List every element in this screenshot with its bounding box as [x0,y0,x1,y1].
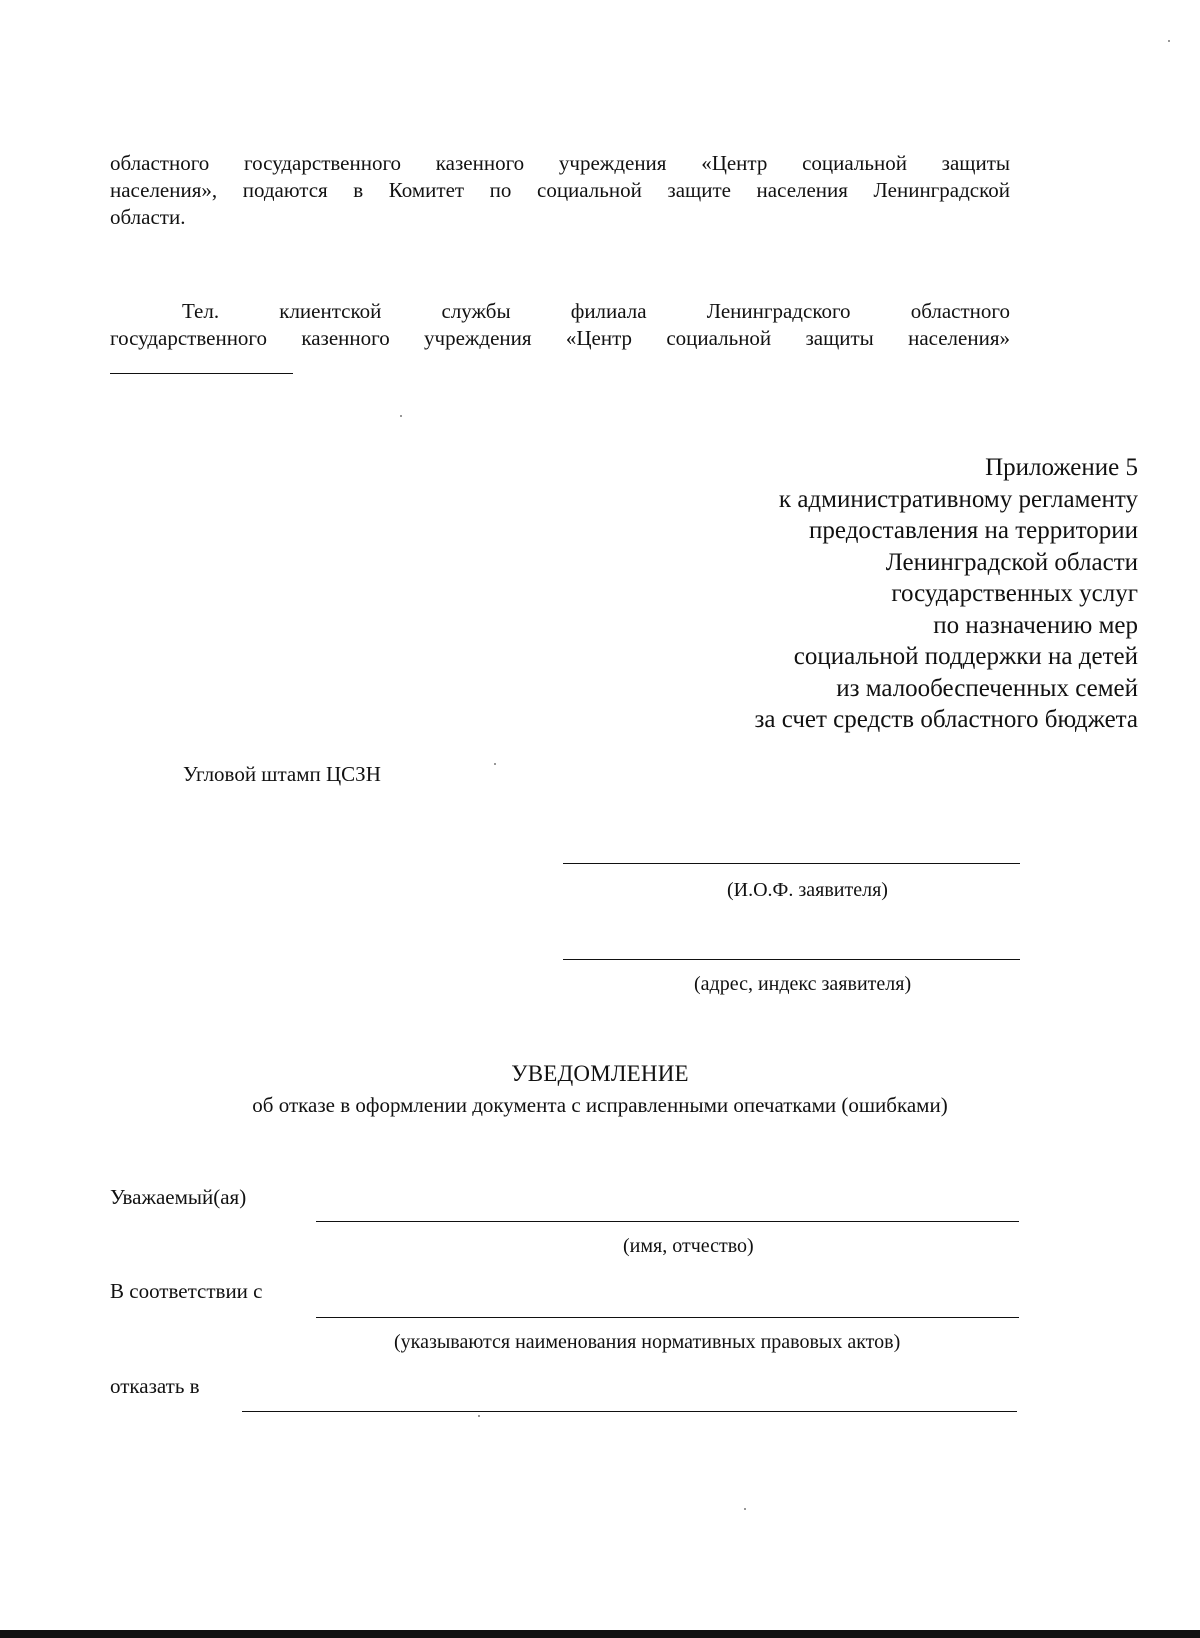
applicant-name-line [563,863,1020,864]
corner-stamp-label: Угловой штамп ЦСЗН [183,762,381,786]
appendix-line-6: по назначению мер [933,611,1138,639]
phone-blank-line [110,373,293,374]
appendix-line-8: из малообеспеченных семей [836,674,1138,702]
appendix-line-7: социальной поддержки на детей [793,643,1138,670]
scan-speck [400,415,402,417]
intro-line-2: населения», подаются в Комитет по социальной защите населения Ленинградской [110,178,1010,202]
phone-paragraph [110,298,1010,352]
scan-bottom-edge [0,1630,1200,1638]
appendix-line-9: за счет средств областного бюджета [754,706,1138,733]
basis-caption: (указываются наименования нормативных правовых актов) [394,1331,901,1353]
scan-speck [478,1415,480,1417]
notice-title: УВЕДОМЛЕНИЕ [511,1061,689,1086]
basis-label: В соответствии с [110,1279,263,1303]
scan-speck [1168,40,1170,42]
appendix-line-2: к административному регламенту [778,485,1138,513]
refuse-label: отказать в [110,1374,200,1398]
appendix-line-3: предоставления на территории [809,517,1138,544]
applicant-address-caption: (адрес, индекс заявителя) [694,973,912,995]
intro-line-3: области. [110,205,186,229]
appendix-heading [618,452,1138,736]
scan-speck [744,1508,746,1510]
appendix-line-5: государственных услуг [891,580,1138,607]
appendix-line-4: Ленинградской области [885,548,1138,576]
greeting-caption: (имя, отчество) [623,1235,754,1257]
greeting-name-line [316,1221,1019,1222]
scan-speck [494,763,496,765]
applicant-name-caption: (И.О.Ф. заявителя) [727,879,888,901]
intro-paragraph [110,150,1010,231]
phone-line-2: государственного казенного учреждения «Центр социальной защиты населения» [110,326,1010,350]
basis-line [316,1317,1019,1318]
applicant-address-line [563,959,1020,960]
refuse-line [242,1411,1017,1412]
notice-subtitle: об отказе в оформлении документа с исправленными опечатками (ошибками) [252,1093,948,1117]
intro-line-1: областного государственного казенного учреждения «Центр социальной защиты [110,151,1010,175]
appendix-line-1: Приложение 5 [985,454,1138,481]
phone-line-1: Тел. клиентской службы филиала Ленинградского областного [182,299,1010,323]
greeting-label: Уважаемый(ая) [110,1185,247,1209]
